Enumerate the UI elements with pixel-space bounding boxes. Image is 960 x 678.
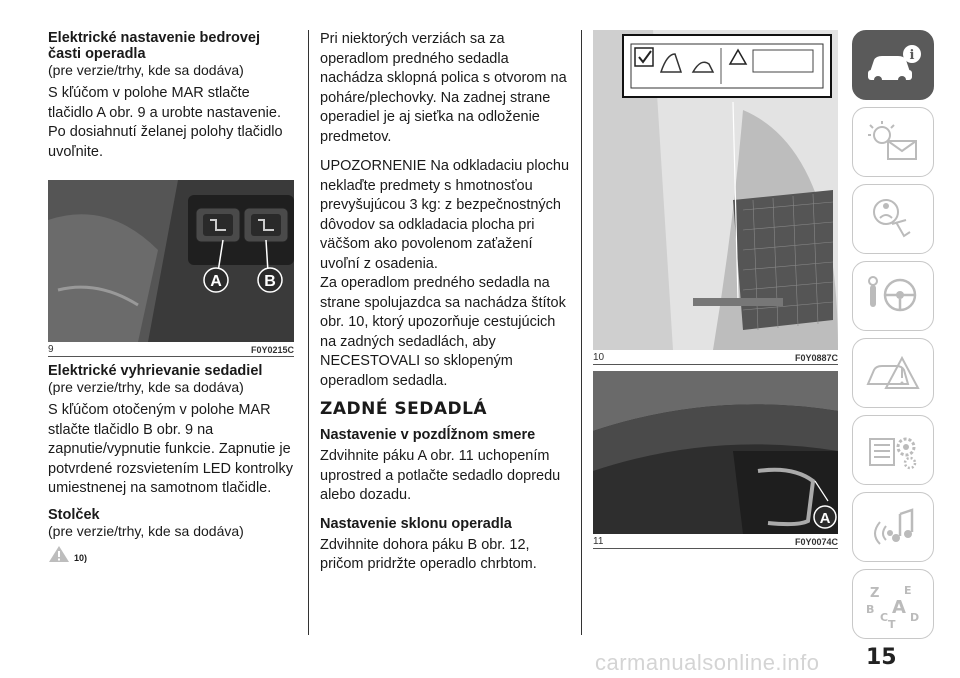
figure-caption (593, 534, 838, 549)
seat-label-illustration (593, 30, 838, 350)
seat-buttons-illustration (48, 180, 294, 342)
sidebar-tab-multimedia[interactable] (852, 492, 934, 562)
paragraph-warning: UPOZORNENIE Na odkladaciu plochu neklaďte predmety s hmotnosťou prevyšujúcou 3 kg: z bezpečnostných dôvodov sa odkladacia plocha pri väčšom ako povolenom zaťažení uvoľní z osadenia. (320, 158, 570, 272)
fig9-label-b: B (264, 273, 276, 290)
fig11-label-a: A (819, 510, 831, 527)
warning-lights-icon (862, 117, 924, 167)
figure-caption (593, 350, 838, 365)
section-note-lumbar: (pre verzie/trhy, kde sa dodáva) (48, 62, 244, 78)
figure-number: 11 (593, 536, 604, 547)
figure-number: 9 (48, 344, 54, 355)
sidebar-tab-emergency[interactable] (852, 338, 934, 408)
watermark: carmanualsonline.info (595, 650, 820, 675)
svg-text:A: A (892, 597, 906, 618)
paragraph-tray: Pri niektorých verziách sa za operadlom predného sedadla nachádza sklopná polica s otvorom na poháre/plechovky. Na zadnej strane operadiel je aj sieťka na odloženie predmetov. (320, 31, 567, 145)
column-separator (581, 30, 582, 635)
steering-start-icon (862, 271, 924, 321)
column-separator (308, 30, 309, 635)
sidebar-tab-maintenance[interactable] (852, 415, 934, 485)
sidebar-tab-index[interactable] (852, 569, 934, 639)
section-title-heating: Elektrické vyhrievanie sedadiel (48, 363, 263, 379)
multimedia-icon (862, 502, 924, 552)
warning-triangle-icon (48, 545, 70, 563)
fig9-label-a: A (210, 273, 222, 290)
paragraph-label: Za operadlom predného sedadla na strane spolujazdca sa nachádza štítok obr. 10, ktorý upozorňuje cestujúcich na zadných sedadlách, aby NECESTOVALI so sklopeným operadlom sedadla. (320, 275, 566, 389)
figure-9-seat-buttons (48, 180, 294, 342)
sidebar-tab-safety[interactable] (852, 184, 934, 254)
column-right (593, 30, 838, 549)
figure-caption (48, 342, 294, 357)
svg-text:D: D (910, 611, 920, 624)
car-info-icon (862, 40, 924, 90)
heading-rear-seats: ZADNÉ SEDADLÁ (320, 399, 488, 419)
seat-lever-illustration (593, 371, 838, 534)
section-note-heating: (pre verzie/trhy, kde sa dodáva) (48, 379, 244, 395)
figure-code: F0Y0074C (794, 536, 838, 547)
sidebar-tab-car-info[interactable] (852, 30, 934, 100)
figure-code: F0Y0215C (250, 344, 294, 355)
emergency-icon (862, 348, 924, 398)
column-left (48, 30, 298, 563)
heading-longitudinal: Nastavenie v pozdĺžnom smere (320, 427, 536, 443)
page-number: 15 (866, 645, 897, 670)
figure-10-seat-label (593, 30, 838, 350)
svg-text:Z: Z (870, 586, 880, 601)
svg-text:i: i (909, 48, 915, 63)
section-title-table: Stolček (48, 506, 100, 523)
section-title-lumbar: Elektrické nastavenie bedrovej časti operadla (48, 30, 260, 62)
heading-backrest: Nastavenie sklonu operadla (320, 515, 512, 532)
figure-11-seat-lever (593, 371, 838, 534)
svg-text:B: B (866, 603, 875, 616)
warning-number: 10) (74, 552, 88, 563)
index-icon (862, 579, 924, 629)
warning-reference[interactable] (48, 545, 298, 563)
airbag-safety-icon (862, 194, 924, 244)
chapter-sidebar (852, 30, 934, 646)
svg-text:T: T (888, 618, 896, 629)
maintenance-icon (862, 425, 924, 475)
sidebar-tab-warning-lights[interactable] (852, 107, 934, 177)
svg-text:C: C (880, 611, 889, 624)
figure-number: 10 (593, 352, 605, 363)
paragraph-longitudinal: Zdvihnite páku A obr. 11 uchopením uprostred a potlačte sedadlo dopredu alebo dozadu. (320, 448, 561, 503)
paragraph-backrest: Zdvihnite dohora páku B obr. 12, pričom pridržte operadlo chrbtom. (320, 536, 537, 572)
sidebar-tab-starting-driving[interactable] (852, 261, 934, 331)
paragraph-heating: S kľúčom otočeným v polohe MAR stlačte tlačidlo B obr. 9 na zapnutie/vypnutie funkcie. Zapnutie je potvrdené rozsvietením LED kontrolky umiestnenej na samotnom tlačidle. (48, 402, 293, 496)
svg-text:E: E (904, 584, 912, 597)
column-middle (320, 30, 570, 583)
figure-code: F0Y0887C (794, 352, 838, 363)
section-note-table: (pre verzie/trhy, kde sa dodáva) (48, 522, 244, 539)
paragraph-lumbar: S kľúčom v polohe MAR stlačte tlačidlo A obr. 9 a urobte nastavenie. Po dosiahnutí želanej polohy tlačidlo uvoľnite. (48, 85, 283, 160)
